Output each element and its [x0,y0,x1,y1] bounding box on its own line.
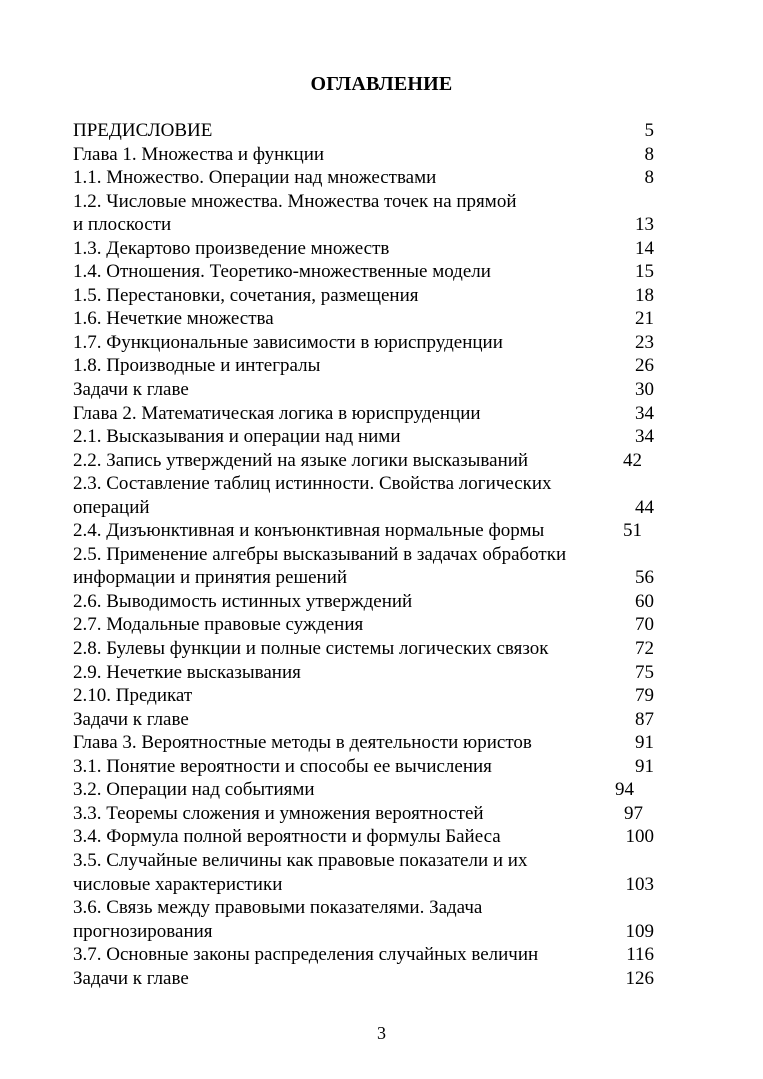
toc-entry-text: 2.1. Высказывания и операции над ними [73,426,401,448]
toc-entry-text: 2.9. Нечеткие высказывания [73,661,301,683]
toc-entry-page: 97 [624,802,643,824]
toc-entry [73,519,654,543]
toc-entry [73,378,654,402]
toc-entry [73,143,654,167]
toc-entry-page: 79 [635,685,654,707]
toc-entry-page: 126 [625,967,654,989]
toc-entry-page: 8 [644,143,654,165]
toc-entry-text: и плоскости [73,214,172,236]
toc-entry-page: 21 [635,308,654,330]
toc-entry-text: 2.10. Предикат [73,685,193,707]
toc-entry-page: 23 [635,331,654,353]
toc-entry-page: 30 [635,379,654,401]
toc-entry-text: прогнозирования [73,920,213,942]
toc-entry-page: 15 [635,261,654,283]
toc-entry-text: 1.5. Перестановки, сочетания, размещения [73,284,419,306]
toc-entry-page: 91 [635,755,654,777]
toc-entry-text: 3.3. Теоремы сложения и умножения вероятностей [73,802,484,824]
toc-entry-page: 100 [625,826,654,848]
toc-entry-text: информации и принятия решений [73,567,348,589]
toc-entry [73,237,654,261]
toc-entry [73,354,654,378]
toc-entry-text: 3.5. Случайные величины как правовые показатели и их [73,849,528,871]
toc-entry-text: 2.8. Булевы функции и полные системы логических связок [73,638,549,660]
page-number: 3 [377,1023,386,1043]
toc-entry-text: 3.6. Связь между правовыми показателями. Задача [73,897,483,919]
toc-entry-text: 1.7. Функциональные зависимости в юриспруденции [73,331,503,353]
toc-entry [73,778,654,802]
toc-entry-text: 1.2. Числовые множества. Множества точек на прямой [73,190,517,212]
toc-entry-page: 8 [644,167,654,189]
toc-entry [73,402,654,426]
toc-entry-text: ПРЕДИСЛОВИЕ [73,120,213,141]
toc-entry-page: 60 [635,590,654,612]
toc-entry-text: 3.7. Основные законы распределения случайных величин [73,944,539,966]
toc-entry-page: 72 [635,638,654,660]
toc-entry-page: 26 [635,355,654,377]
toc-entry [73,661,654,685]
toc-entry-page: 116 [626,944,654,966]
toc-entry [73,873,654,897]
toc-entry [73,472,654,496]
toc-entry-text: операций [73,496,150,518]
table-of-contents [73,119,654,990]
toc-entry-text: 2.5. Применение алгебры высказываний в задачах обработки [73,543,567,565]
toc-entry-text: Задачи к главе [73,708,189,730]
toc-entry [73,566,654,590]
toc-entry [73,260,654,284]
toc-entry-page: 91 [635,732,654,754]
toc-entry-text: 3.1. Понятие вероятности и способы ее вычисления [73,755,492,777]
toc-entry-text: Глава 2. Математическая логика в юриспруденции [73,402,481,424]
toc-entry-page: 51 [623,520,642,542]
toc-entry [73,920,654,944]
toc-entry-text: 2.2. Запись утверждений на языке логики высказываний [73,449,529,471]
toc-entry-text: Глава 3. Вероятностные методы в деятельности юристов [73,732,532,754]
toc-entry-text: 2.4. Дизъюнктивная и конъюнктивная нормальные формы [73,520,545,542]
toc-entry-page: 94 [615,779,634,801]
toc-entry [73,896,654,920]
toc-entry-text: числовые характеристики [73,873,283,895]
toc-entry [73,213,654,237]
toc-entry [73,449,654,473]
toc-entry [73,307,654,331]
toc-entry-page: 13 [635,214,654,236]
toc-entry-text: 1.6. Нечеткие множества [73,308,274,330]
toc-entry [73,802,654,826]
toc-entry-page: 5 [644,120,654,141]
toc-entry [73,637,654,661]
toc-entry [73,119,654,143]
toc-entry [73,590,654,614]
toc-entry-page: 70 [635,614,654,636]
toc-entry-text: 3.4. Формула полной вероятности и формулы Байеса [73,826,501,848]
toc-entry [73,166,654,190]
toc-entry [73,613,654,637]
toc-entry-page: 18 [635,284,654,306]
toc-entry [73,496,654,520]
toc-entry-page: 42 [623,449,642,471]
toc-entry-page: 87 [635,708,654,730]
toc-entry-text: 3.2. Операции над событиями [73,779,315,801]
toc-entry-text: 1.3. Декартово произведение множеств [73,237,390,259]
toc-entry-page: 34 [635,426,654,448]
toc-entry-text: 2.3. Составление таблиц истинности. Свойства логических [73,473,552,495]
toc-entry [73,684,654,708]
toc-entry [73,331,654,355]
toc-entry [73,849,654,873]
toc-entry-page: 44 [635,496,654,518]
toc-entry [73,190,654,214]
toc-entry-text: Задачи к главе [73,967,189,989]
toc-entry [73,943,654,967]
toc-entry-text: 1.4. Отношения. Теоретико-множественные модели [73,261,491,283]
toc-entry-page: 75 [635,661,654,683]
toc-entry-text: 1.8. Производные и интегралы [73,355,321,377]
toc-entry [73,543,654,567]
toc-entry [73,425,654,449]
toc-entry-text: 2.7. Модальные правовые суждения [73,614,364,636]
toc-entry [73,967,654,991]
toc-entry [73,755,654,779]
toc-entry-page: 103 [625,873,654,895]
toc-entry [73,284,654,308]
toc-entry-page: 14 [635,237,654,259]
toc-entry [73,708,654,732]
toc-entry-text: 2.6. Выводимость истинных утверждений [73,590,413,612]
toc-entry-text: 1.1. Множество. Операции над множествами [73,167,437,189]
toc-entry [73,731,654,755]
toc-entry [73,825,654,849]
toc-entry-text: Глава 1. Множества и функции [73,143,325,165]
toc-entry-page: 34 [635,402,654,424]
toc-entry-text: Задачи к главе [73,379,189,401]
page-title: ОГЛАВЛЕНИЕ [310,73,453,95]
toc-entry-page: 109 [625,920,654,942]
toc-entry-page: 56 [635,567,654,589]
